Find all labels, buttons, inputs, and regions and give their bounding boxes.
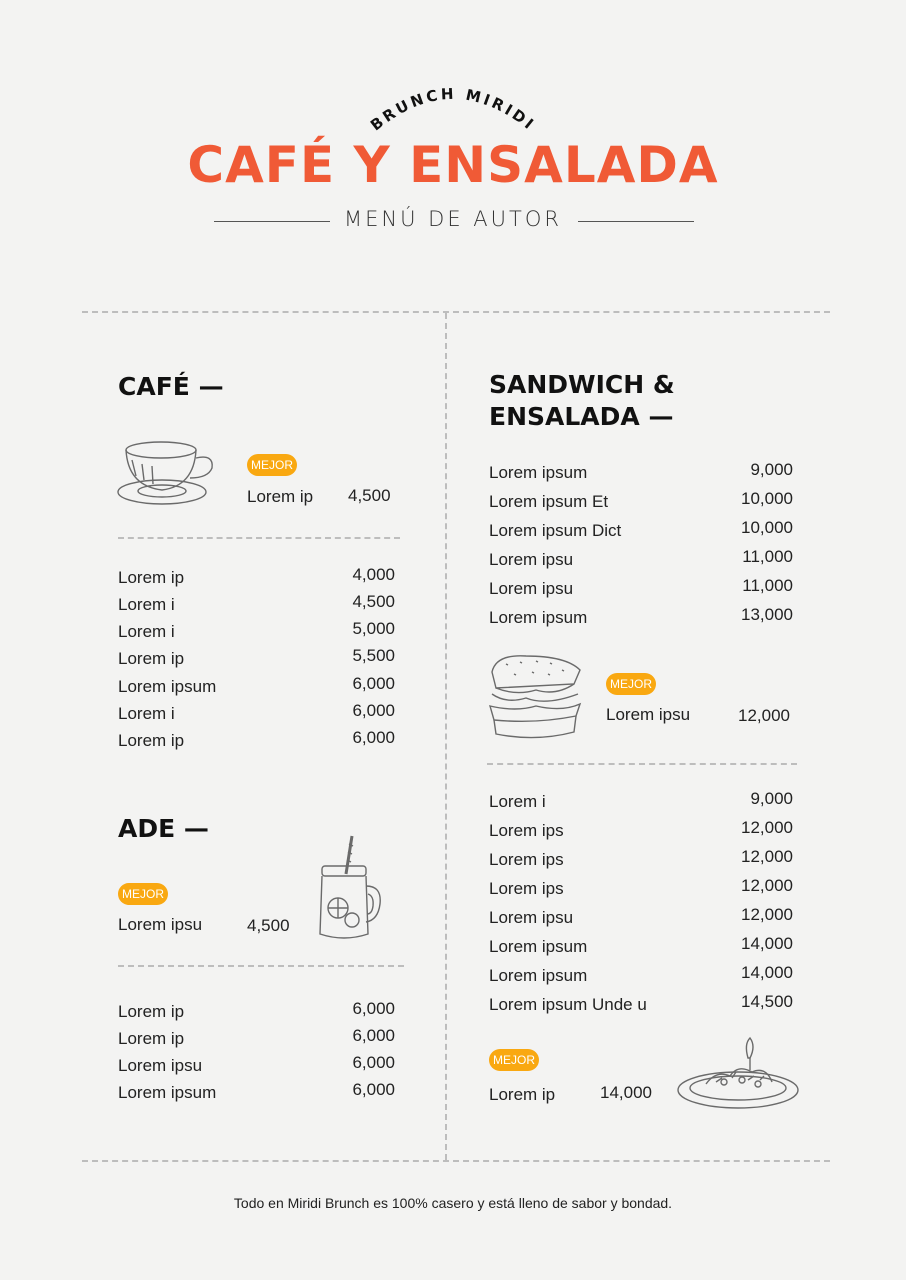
item-name: Lorem ipsum — [489, 463, 588, 482]
item-name: Lorem ipsum — [118, 677, 217, 696]
bottom-divider — [82, 1160, 830, 1162]
item-price: 13,000 — [741, 605, 793, 624]
ade-featured-name: Lorem ipsu — [118, 915, 203, 934]
item-name: Lorem ipsu — [118, 1056, 203, 1075]
item-name: Lorem ipsum Dict — [489, 521, 622, 540]
item-price: 10,000 — [741, 489, 793, 508]
item-price: 14,000 — [741, 934, 793, 953]
sandwich-icon — [486, 650, 586, 742]
item-name: Lorem ip — [118, 1002, 185, 1021]
ade-title: ADE — [118, 814, 176, 843]
sandwich-featured-name: Lorem ipsu — [606, 705, 691, 724]
salad-plate-icon — [676, 1036, 802, 1112]
page-title: CAFÉ Y ENSALADA — [187, 136, 719, 194]
item-name: Lorem ipsum Unde u — [489, 995, 647, 1014]
item-price: 6,000 — [352, 674, 395, 693]
item-price: 6,000 — [352, 1053, 395, 1072]
item-price: 6,000 — [352, 999, 395, 1018]
item-price: 6,000 — [352, 728, 395, 747]
item-name: Lorem ipsu — [489, 579, 574, 598]
item-price: 4,500 — [352, 592, 395, 611]
item-name: Lorem ips — [489, 821, 564, 840]
ade-divider — [118, 965, 404, 967]
cafe-title: CAFÉ — [118, 372, 190, 401]
brand-arc-title — [343, 70, 563, 140]
salad-featured-name: Lorem ip — [489, 1085, 556, 1104]
item-price: 5,000 — [352, 619, 395, 638]
cafe-featured-name: Lorem ip — [247, 487, 314, 506]
item-name: Lorem ipsum — [489, 937, 588, 956]
salad-featured-price: 14,000 — [600, 1083, 652, 1102]
sandwich-title-line2: ENSALADA — [489, 402, 640, 431]
item-price: 12,000 — [741, 876, 793, 895]
item-price: 9,000 — [750, 789, 793, 808]
item-price: 11,000 — [742, 576, 793, 595]
cafe-featured-price: 4,500 — [348, 486, 391, 505]
ade-featured-badge: MEJOR — [118, 883, 168, 905]
sandwich-featured-badge: MEJOR — [606, 673, 656, 695]
item-price: 5,500 — [352, 646, 395, 665]
section-title-cafe: CAFÉ — — [118, 372, 224, 401]
item-price: 11,000 — [742, 547, 793, 566]
item-name: Lorem ipsu — [489, 908, 574, 927]
salad-featured-badge: MEJOR — [489, 1049, 539, 1071]
sandwich-title-line1: SANDWICH & — [489, 370, 675, 399]
item-name: Lorem i — [118, 622, 175, 641]
item-name: Lorem ipsum — [118, 1083, 217, 1102]
item-price: 12,000 — [741, 818, 793, 837]
cafe-featured-badge: MEJOR — [247, 454, 297, 476]
item-price: 9,000 — [750, 460, 793, 479]
top-divider — [82, 311, 830, 313]
ade-featured-price: 4,500 — [247, 916, 290, 935]
item-price: 10,000 — [741, 518, 793, 537]
item-name: Lorem i — [118, 704, 175, 723]
item-name: Lorem ip — [118, 1029, 185, 1048]
item-price: 6,000 — [352, 1080, 395, 1099]
brand-name: BRUNCH MIRIDI — [367, 84, 540, 135]
section-title-sandwich: SANDWICH & ENSALADA — — [489, 370, 675, 431]
item-price: 4,000 — [352, 565, 395, 584]
item-name: Lorem ip — [118, 568, 185, 587]
item-price: 12,000 — [741, 847, 793, 866]
item-price: 6,000 — [352, 701, 395, 720]
item-name: Lorem ip — [118, 731, 185, 750]
coffee-cup-icon — [116, 436, 218, 508]
sandwich-divider — [487, 763, 797, 765]
footer-note: Todo en Miridi Brunch es 100% casero y está lleno de sabor y bondad. — [233, 1195, 673, 1211]
item-name: Lorem ips — [489, 879, 564, 898]
page-subtitle: MENÚ DE AUTOR — [344, 207, 562, 231]
item-price: 14,000 — [741, 963, 793, 982]
item-name: Lorem ipsu — [489, 550, 574, 569]
item-name: Lorem i — [118, 595, 175, 614]
item-name: Lorem ipsum — [489, 966, 588, 985]
item-name: Lorem ips — [489, 850, 564, 869]
item-price: 12,000 — [741, 905, 793, 924]
sandwich-featured-price: 12,000 — [738, 706, 790, 725]
item-price: 14,500 — [741, 992, 793, 1011]
item-name: Lorem ip — [118, 649, 185, 668]
section-title-ade: ADE — — [118, 814, 209, 843]
item-name: Lorem i — [489, 792, 546, 811]
svg-text:BRUNCH MIRIDI — [367, 85, 539, 135]
cafe-divider — [118, 537, 400, 539]
item-price: 6,000 — [352, 1026, 395, 1045]
item-name: Lorem ipsum — [489, 608, 588, 627]
column-divider — [445, 313, 447, 1160]
item-name: Lorem ipsum Et — [489, 492, 609, 511]
mason-jar-icon — [316, 834, 384, 944]
